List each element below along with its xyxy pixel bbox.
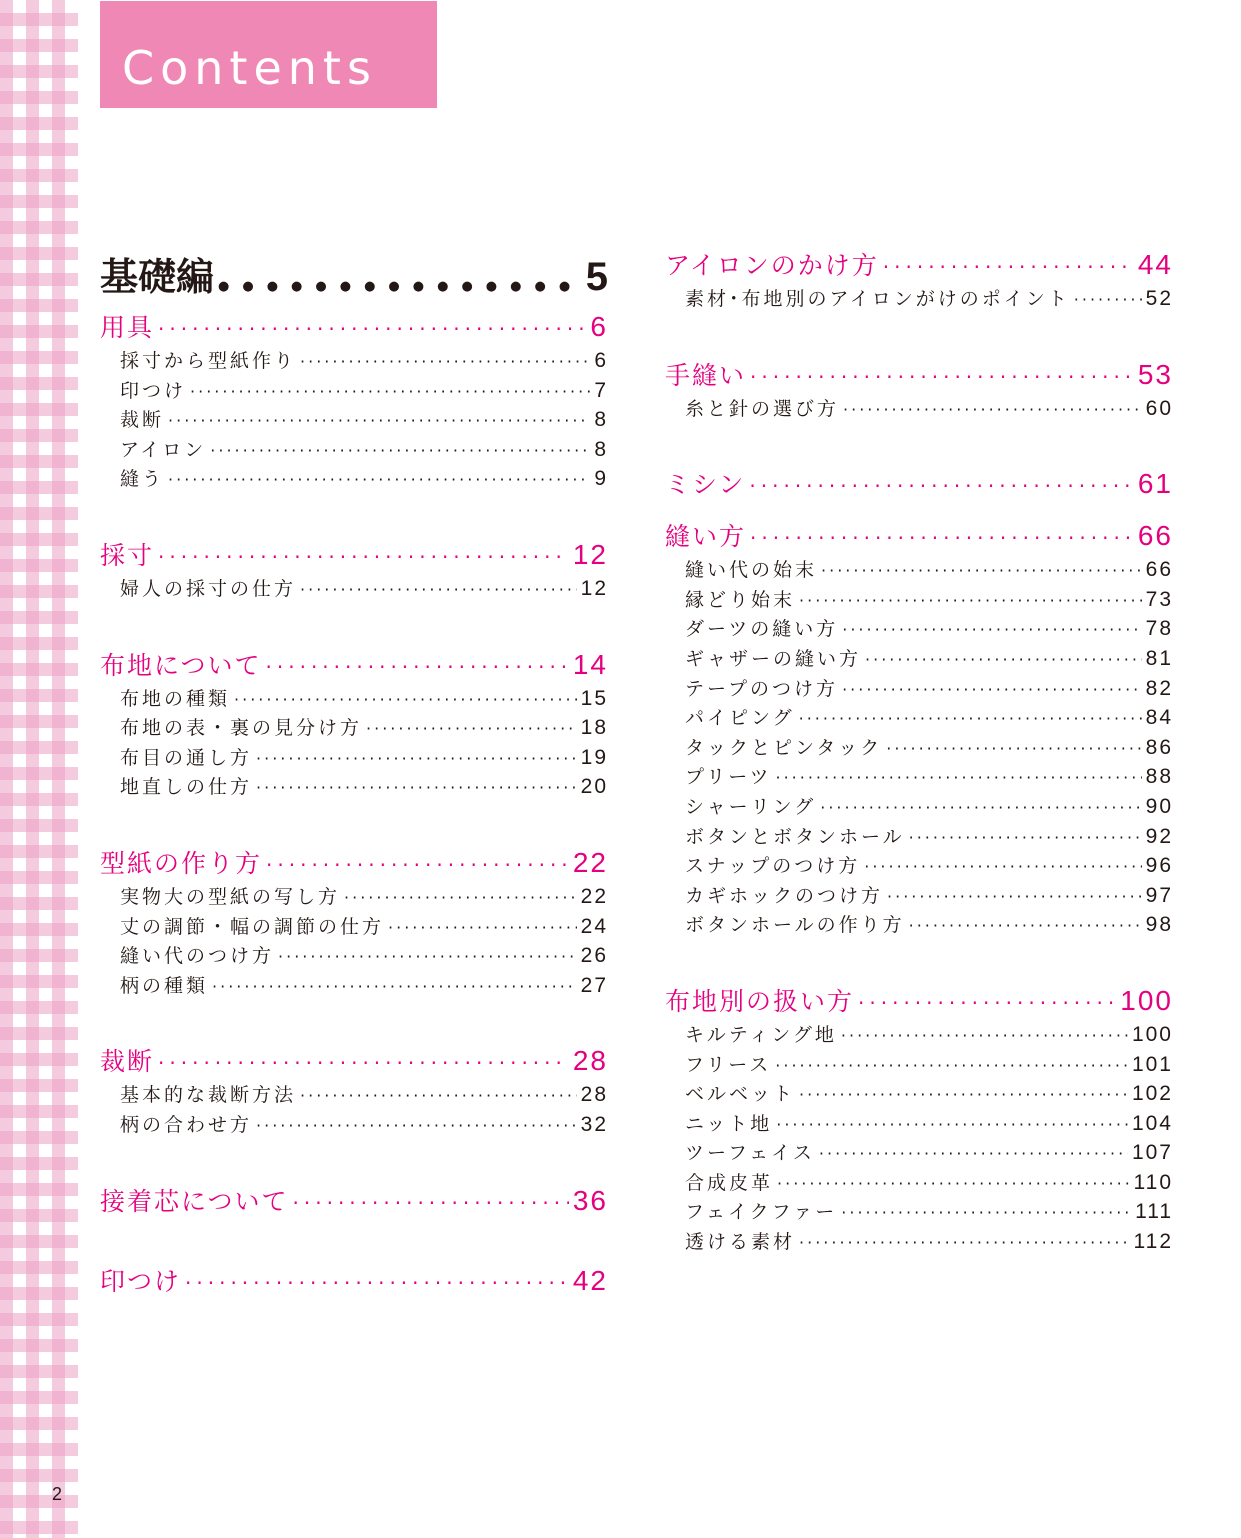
chapter-page: 44	[1137, 249, 1173, 280]
toc-right-column	[665, 246, 1173, 1257]
toc-item[interactable]	[665, 1138, 1173, 1168]
contents-title: Contents	[122, 41, 377, 95]
item-label: 印つけ	[120, 379, 187, 402]
leader-dots	[300, 580, 577, 599]
item-label: アイロン	[120, 438, 207, 461]
part-label: 基礎編	[100, 255, 215, 299]
item-page: 9	[594, 467, 608, 491]
toc-item[interactable]	[100, 713, 608, 743]
item-page: 26	[580, 944, 608, 968]
toc-item[interactable]	[665, 792, 1173, 822]
item-label: 採寸から型紙作り	[120, 350, 297, 372]
item-label: 合成皮革	[685, 1171, 774, 1194]
item-page: 81	[1145, 646, 1173, 670]
leader-dots	[842, 620, 1141, 639]
toc-chapter[interactable]	[665, 465, 1173, 503]
item-label: 基本的な裁断方法	[120, 1084, 297, 1107]
toc-chapter[interactable]	[665, 517, 1173, 555]
leader-dots	[750, 526, 1134, 550]
contents-title-box	[100, 1, 437, 108]
toc-item[interactable]	[100, 882, 608, 912]
leader-dots	[776, 1115, 1128, 1134]
item-label: ギャザーの縫い方	[685, 647, 862, 670]
toc-chapter[interactable]	[100, 1042, 608, 1080]
item-page: 27	[580, 973, 608, 997]
toc-part[interactable]	[100, 246, 608, 299]
toc-chapter[interactable]	[100, 536, 608, 574]
leader-dots	[841, 1203, 1131, 1222]
chapter-page: 61	[1137, 468, 1173, 500]
leader-dots	[819, 1144, 1128, 1163]
toc-item[interactable]	[665, 394, 1173, 424]
leader-dots	[300, 1086, 577, 1105]
item-label: シャーリング	[685, 795, 817, 818]
item-label: 布目の通し方	[120, 746, 253, 769]
toc-item[interactable]	[665, 614, 1173, 644]
toc-item[interactable]	[100, 912, 608, 942]
part-page: 5	[585, 255, 608, 299]
item-label: プリーツ	[685, 766, 772, 789]
leader-dots	[799, 709, 1142, 728]
item-page: 92	[1145, 824, 1173, 848]
item-page: 107	[1131, 1141, 1173, 1165]
toc-chapter[interactable]	[665, 356, 1173, 394]
item-page: 78	[1145, 617, 1173, 641]
toc-item[interactable]	[100, 405, 608, 435]
item-label: パイピング	[685, 707, 795, 730]
item-page: 22	[580, 884, 608, 908]
toc-item[interactable]	[665, 1020, 1173, 1050]
toc-item[interactable]	[665, 1050, 1173, 1080]
toc-item[interactable]	[665, 822, 1173, 852]
toc-item[interactable]	[665, 851, 1173, 881]
item-page: 32	[580, 1112, 608, 1136]
item-page: 8	[594, 437, 608, 461]
leader-dots	[218, 264, 582, 297]
leader-dots	[887, 887, 1142, 906]
chapter-label: 布地について	[100, 650, 262, 680]
leader-dots	[278, 947, 577, 966]
item-label: タックとピンタック	[685, 736, 883, 759]
leader-dots	[750, 365, 1134, 389]
item-page: 52	[1145, 287, 1173, 310]
item-label: スナップのつけ方	[685, 855, 861, 878]
leader-dots	[158, 317, 586, 341]
chapter-label: 採寸	[100, 540, 155, 570]
item-page: 19	[580, 745, 608, 769]
leader-dots	[909, 916, 1142, 935]
leader-dots	[185, 1271, 569, 1295]
toc-item[interactable]	[665, 644, 1173, 674]
chapter-label: アイロンのかけ方	[665, 251, 879, 280]
leader-dots	[821, 561, 1142, 580]
item-label: 柄の種類	[120, 974, 209, 997]
leader-dots	[799, 1233, 1130, 1252]
leader-dots	[256, 749, 577, 768]
leader-dots	[234, 690, 577, 709]
item-page: 84	[1145, 706, 1173, 730]
leader-dots	[266, 853, 569, 877]
item-label: 縫う	[120, 468, 165, 491]
item-label: 縫い代のつけ方	[120, 945, 275, 968]
leader-dots	[883, 255, 1134, 279]
chapter-label: 用具	[100, 313, 155, 342]
leader-dots	[799, 1085, 1128, 1104]
toc-item[interactable]	[665, 881, 1173, 911]
leader-dots	[388, 918, 577, 937]
chapter-page: 36	[572, 1184, 608, 1216]
chapter-page: 14	[572, 648, 608, 680]
leader-dots	[344, 888, 577, 907]
item-label: ツーフェイス	[685, 1142, 815, 1165]
item-page: 102	[1131, 1082, 1173, 1106]
toc-item[interactable]	[665, 910, 1173, 940]
item-page: 101	[1131, 1052, 1173, 1076]
item-label: カギホックのつけ方	[685, 884, 884, 907]
item-page: 20	[580, 775, 608, 799]
item-label: キルティング地	[685, 1023, 837, 1046]
chapter-page: 22	[572, 846, 608, 878]
toc-item[interactable]	[100, 743, 608, 773]
toc-item[interactable]	[100, 1110, 608, 1140]
item-label: 素材･布地別のアイロンがけのポイント	[685, 288, 1070, 310]
item-label: 縁どり始末	[685, 588, 796, 611]
page-number: 2	[52, 1484, 63, 1504]
leader-dots	[775, 768, 1141, 787]
item-page: 110	[1133, 1170, 1173, 1194]
chapter-page: 42	[572, 1264, 608, 1296]
chapter-label: ミシン	[665, 470, 746, 500]
toc-item[interactable]	[665, 703, 1173, 733]
leader-dots	[909, 828, 1142, 847]
chapter-page: 66	[1137, 520, 1173, 552]
item-page: 112	[1133, 1230, 1173, 1254]
toc-item[interactable]	[665, 555, 1173, 585]
item-label: フェイクファー	[685, 1201, 838, 1224]
toc-item[interactable]	[100, 376, 608, 406]
toc-item[interactable]	[665, 1168, 1173, 1198]
toc-item[interactable]	[100, 971, 608, 1001]
chapter-label: 布地別の扱い方	[665, 986, 855, 1016]
toc-item[interactable]	[665, 762, 1173, 792]
leader-dots	[1074, 290, 1142, 309]
leader-dots	[256, 1116, 577, 1135]
item-page: 15	[580, 686, 608, 710]
toc-item[interactable]	[665, 674, 1173, 704]
item-page: 100	[1131, 1022, 1173, 1046]
leader-dots	[841, 1026, 1128, 1045]
item-label: 布地の表・裏の見分け方	[120, 717, 363, 740]
chapter-label: 型紙の作り方	[100, 848, 263, 878]
item-label: 実物大の型紙の写し方	[120, 885, 341, 908]
item-page: 60	[1145, 396, 1173, 420]
leader-dots	[865, 650, 1142, 669]
item-page: 104	[1131, 1111, 1173, 1135]
leader-dots	[820, 798, 1141, 817]
leader-dots	[266, 655, 569, 679]
leader-dots	[158, 1051, 569, 1075]
item-page: 66	[1145, 558, 1173, 582]
leader-dots	[749, 474, 1133, 498]
toc-item[interactable]	[665, 284, 1173, 314]
toc-item[interactable]	[100, 464, 608, 494]
toc-item[interactable]	[100, 684, 608, 714]
toc-left-column	[100, 246, 608, 1300]
toc-chapter[interactable]	[100, 308, 608, 346]
toc-item[interactable]	[100, 772, 608, 802]
item-label: ベルベット	[685, 1083, 796, 1106]
item-page: 12	[580, 576, 608, 600]
item-label: 地直しの仕方	[120, 776, 253, 799]
toc-item[interactable]	[100, 1080, 608, 1110]
item-page: 24	[580, 914, 608, 938]
leader-dots	[864, 857, 1141, 876]
item-page: 111	[1135, 1200, 1173, 1224]
leader-dots	[293, 1191, 569, 1215]
leader-dots	[843, 400, 1142, 419]
toc-item[interactable]	[100, 435, 608, 465]
item-page: 96	[1145, 854, 1173, 878]
leader-dots	[799, 591, 1142, 610]
item-page: 90	[1145, 794, 1173, 818]
chapter-page: 53	[1137, 358, 1173, 390]
item-page: 18	[580, 716, 608, 740]
leader-dots	[212, 977, 577, 996]
toc-chapter[interactable]	[100, 1182, 608, 1220]
toc-item[interactable]	[665, 1079, 1173, 1109]
item-page: 86	[1145, 735, 1173, 759]
toc-chapter[interactable]	[100, 1262, 608, 1300]
toc-item[interactable]	[665, 733, 1173, 763]
chapter-label: 縫い方	[665, 522, 747, 552]
toc-chapter[interactable]	[100, 646, 608, 684]
leader-dots	[190, 382, 590, 401]
toc-item[interactable]	[100, 941, 608, 971]
toc-item[interactable]	[100, 574, 608, 604]
item-page: 97	[1145, 883, 1173, 907]
leader-dots	[168, 411, 590, 430]
item-page: 73	[1145, 587, 1173, 611]
chapter-page: 28	[572, 1045, 608, 1077]
toc-chapter[interactable]	[665, 982, 1173, 1020]
leader-dots	[366, 719, 577, 738]
item-label: フリース	[685, 1053, 772, 1076]
toc-item[interactable]	[665, 1197, 1173, 1227]
leader-dots	[158, 545, 569, 569]
item-label: 透ける素材	[685, 1231, 796, 1254]
leader-dots	[256, 778, 577, 797]
chapter-label: 手縫い	[665, 360, 747, 390]
item-page: 28	[580, 1083, 608, 1107]
item-page: 88	[1145, 765, 1173, 789]
item-label: 縫い代の始末	[685, 559, 818, 582]
item-label: 布地の種類	[120, 687, 231, 710]
toc-item[interactable]	[665, 1227, 1173, 1257]
item-label: ダーツの縫い方	[685, 618, 839, 641]
item-label: ボタンホールの作り方	[685, 914, 905, 937]
chapter-label: 裁断	[100, 1047, 155, 1077]
item-label: 裁断	[120, 409, 165, 432]
item-page: 98	[1145, 913, 1173, 937]
gingham-border	[0, 0, 78, 1538]
item-label: 糸と針の選び方	[685, 397, 840, 420]
leader-dots	[886, 739, 1141, 758]
leader-dots	[777, 1174, 1130, 1193]
leader-dots	[858, 991, 1116, 1015]
chapter-page: 12	[572, 538, 608, 570]
leader-dots	[210, 441, 590, 460]
item-label: 婦人の採寸の仕方	[120, 577, 297, 600]
toc-item[interactable]	[665, 1109, 1173, 1139]
item-page: 8	[594, 408, 608, 432]
leader-dots	[168, 470, 590, 489]
leader-dots	[300, 352, 590, 371]
toc-item[interactable]	[100, 346, 608, 376]
item-label: テープのつけ方	[685, 677, 839, 700]
chapter-page: 100	[1120, 984, 1173, 1016]
item-page: 7	[594, 378, 608, 402]
leader-dots	[775, 1056, 1128, 1075]
item-label: ボタンとボタンホール	[685, 825, 905, 848]
item-page: 82	[1145, 676, 1173, 700]
item-label: ニット地	[685, 1112, 773, 1135]
item-label: 丈の調節・幅の調節の仕方	[120, 915, 385, 938]
chapter-label: 印つけ	[100, 1266, 182, 1296]
toc-chapter[interactable]	[100, 844, 608, 882]
chapter-label: 接着芯について	[100, 1186, 289, 1216]
toc-chapter[interactable]	[665, 246, 1173, 284]
toc-item[interactable]	[665, 585, 1173, 615]
chapter-page: 6	[590, 311, 608, 342]
item-page: 6	[594, 349, 608, 372]
leader-dots	[842, 680, 1142, 699]
item-label: 柄の合わせ方	[120, 1113, 253, 1136]
